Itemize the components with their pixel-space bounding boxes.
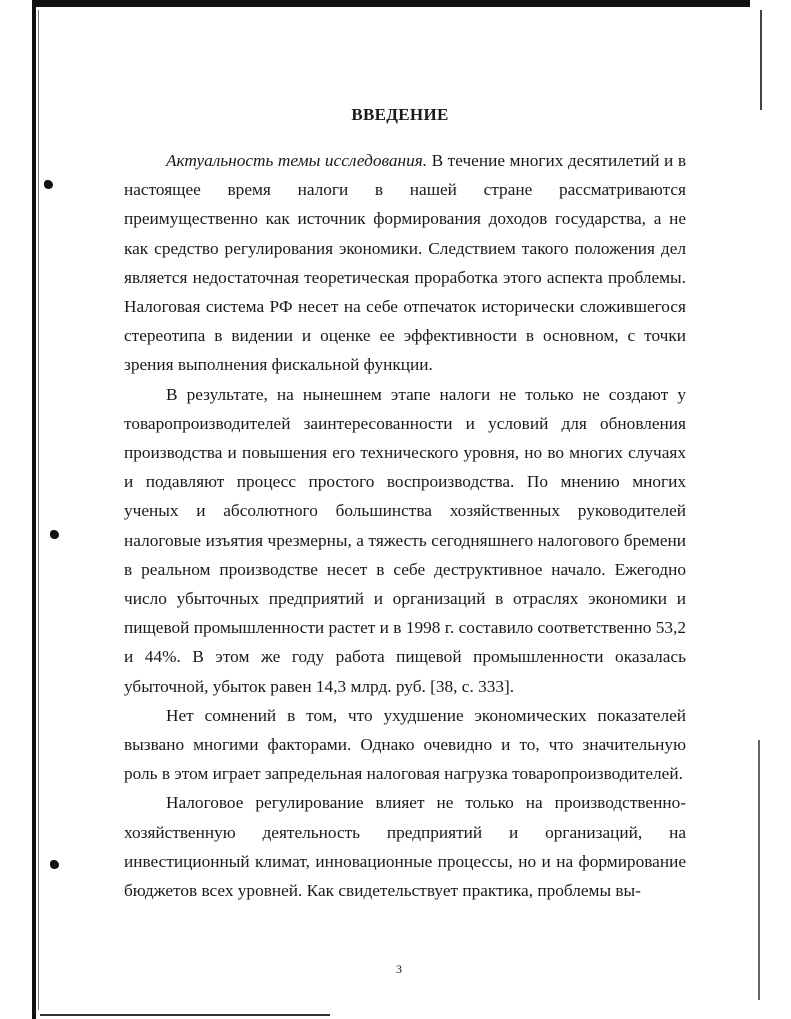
paragraph: В результате, на нынешнем этапе налоги не только не создают у товаропроизводителей заинтересованности и условий для обновления производства и повышения его технического уровня, но во многих случаях и подавляют процесс простого воспроизводства. По мнению многих ученых и абсолютного большинства хозяйственных руководителей налоговые изъятия чрезмерны, а тяжесть сегодняшнего налогового бремени в реальном производстве несет в себе деструктивное начало. Ежегодно число убыточных предприятий и организаций в отраслях экономики и пищевой промышленности растет и в 1998 г. составило соответственно 53,2 и 44%. В этом же году работа пищевой промышленности оказалась убыточной, убыток равен 14,3 млрд. руб. [38, с. 333]. [124,384,686,696]
scan-left-border-thin [38,10,39,1010]
margin-mark [44,180,53,189]
paragraph [124,146,686,380]
scan-right-speck [760,10,762,110]
scan-top-border [34,0,750,7]
paragraph-lead: Актуальность темы исследования. [166,151,428,170]
scan-left-border [32,0,36,1019]
margin-mark [50,530,59,539]
scan-bottom-line [40,1014,330,1016]
paragraph: Налоговое регулирование влияет не только на производственно-хозяйственную деятельность предприятий и организаций, на инвестиционный климат, инновационные процессы, но и на формирование бюджетов всех уровней. Как свидетельствует практика, проблемы вы- [124,793,686,901]
paragraph-text: В течение многих десятилетий и в настоящее время налоги в нашей стране рассматриваются преимущественно как источник формирования доходов государства, а не как средство регулирования экономики. Следствием такого положения дел является недостаточная теоретическая проработка этого аспекта проблемы. Налоговая система РФ несет на себе отпечаток исторически сложившегося стереотипа в видении и оценке ее эффективности в основном, с точки зрения выполнения фискальной функции. [124,151,687,375]
scan-right-speck [758,740,760,1000]
page-title: ВВЕДЕНИЕ [351,105,449,124]
paragraph: Нет сомнений в том, что ухудшение экономических показателей вызвано многими факторами. Однако очевидно и то, что значительную роль в этом играет запредельная налоговая нагрузка товаропроизводителей. [124,705,686,784]
body-text [124,146,686,905]
margin-mark [50,860,59,869]
page-number: 3 [396,962,402,976]
